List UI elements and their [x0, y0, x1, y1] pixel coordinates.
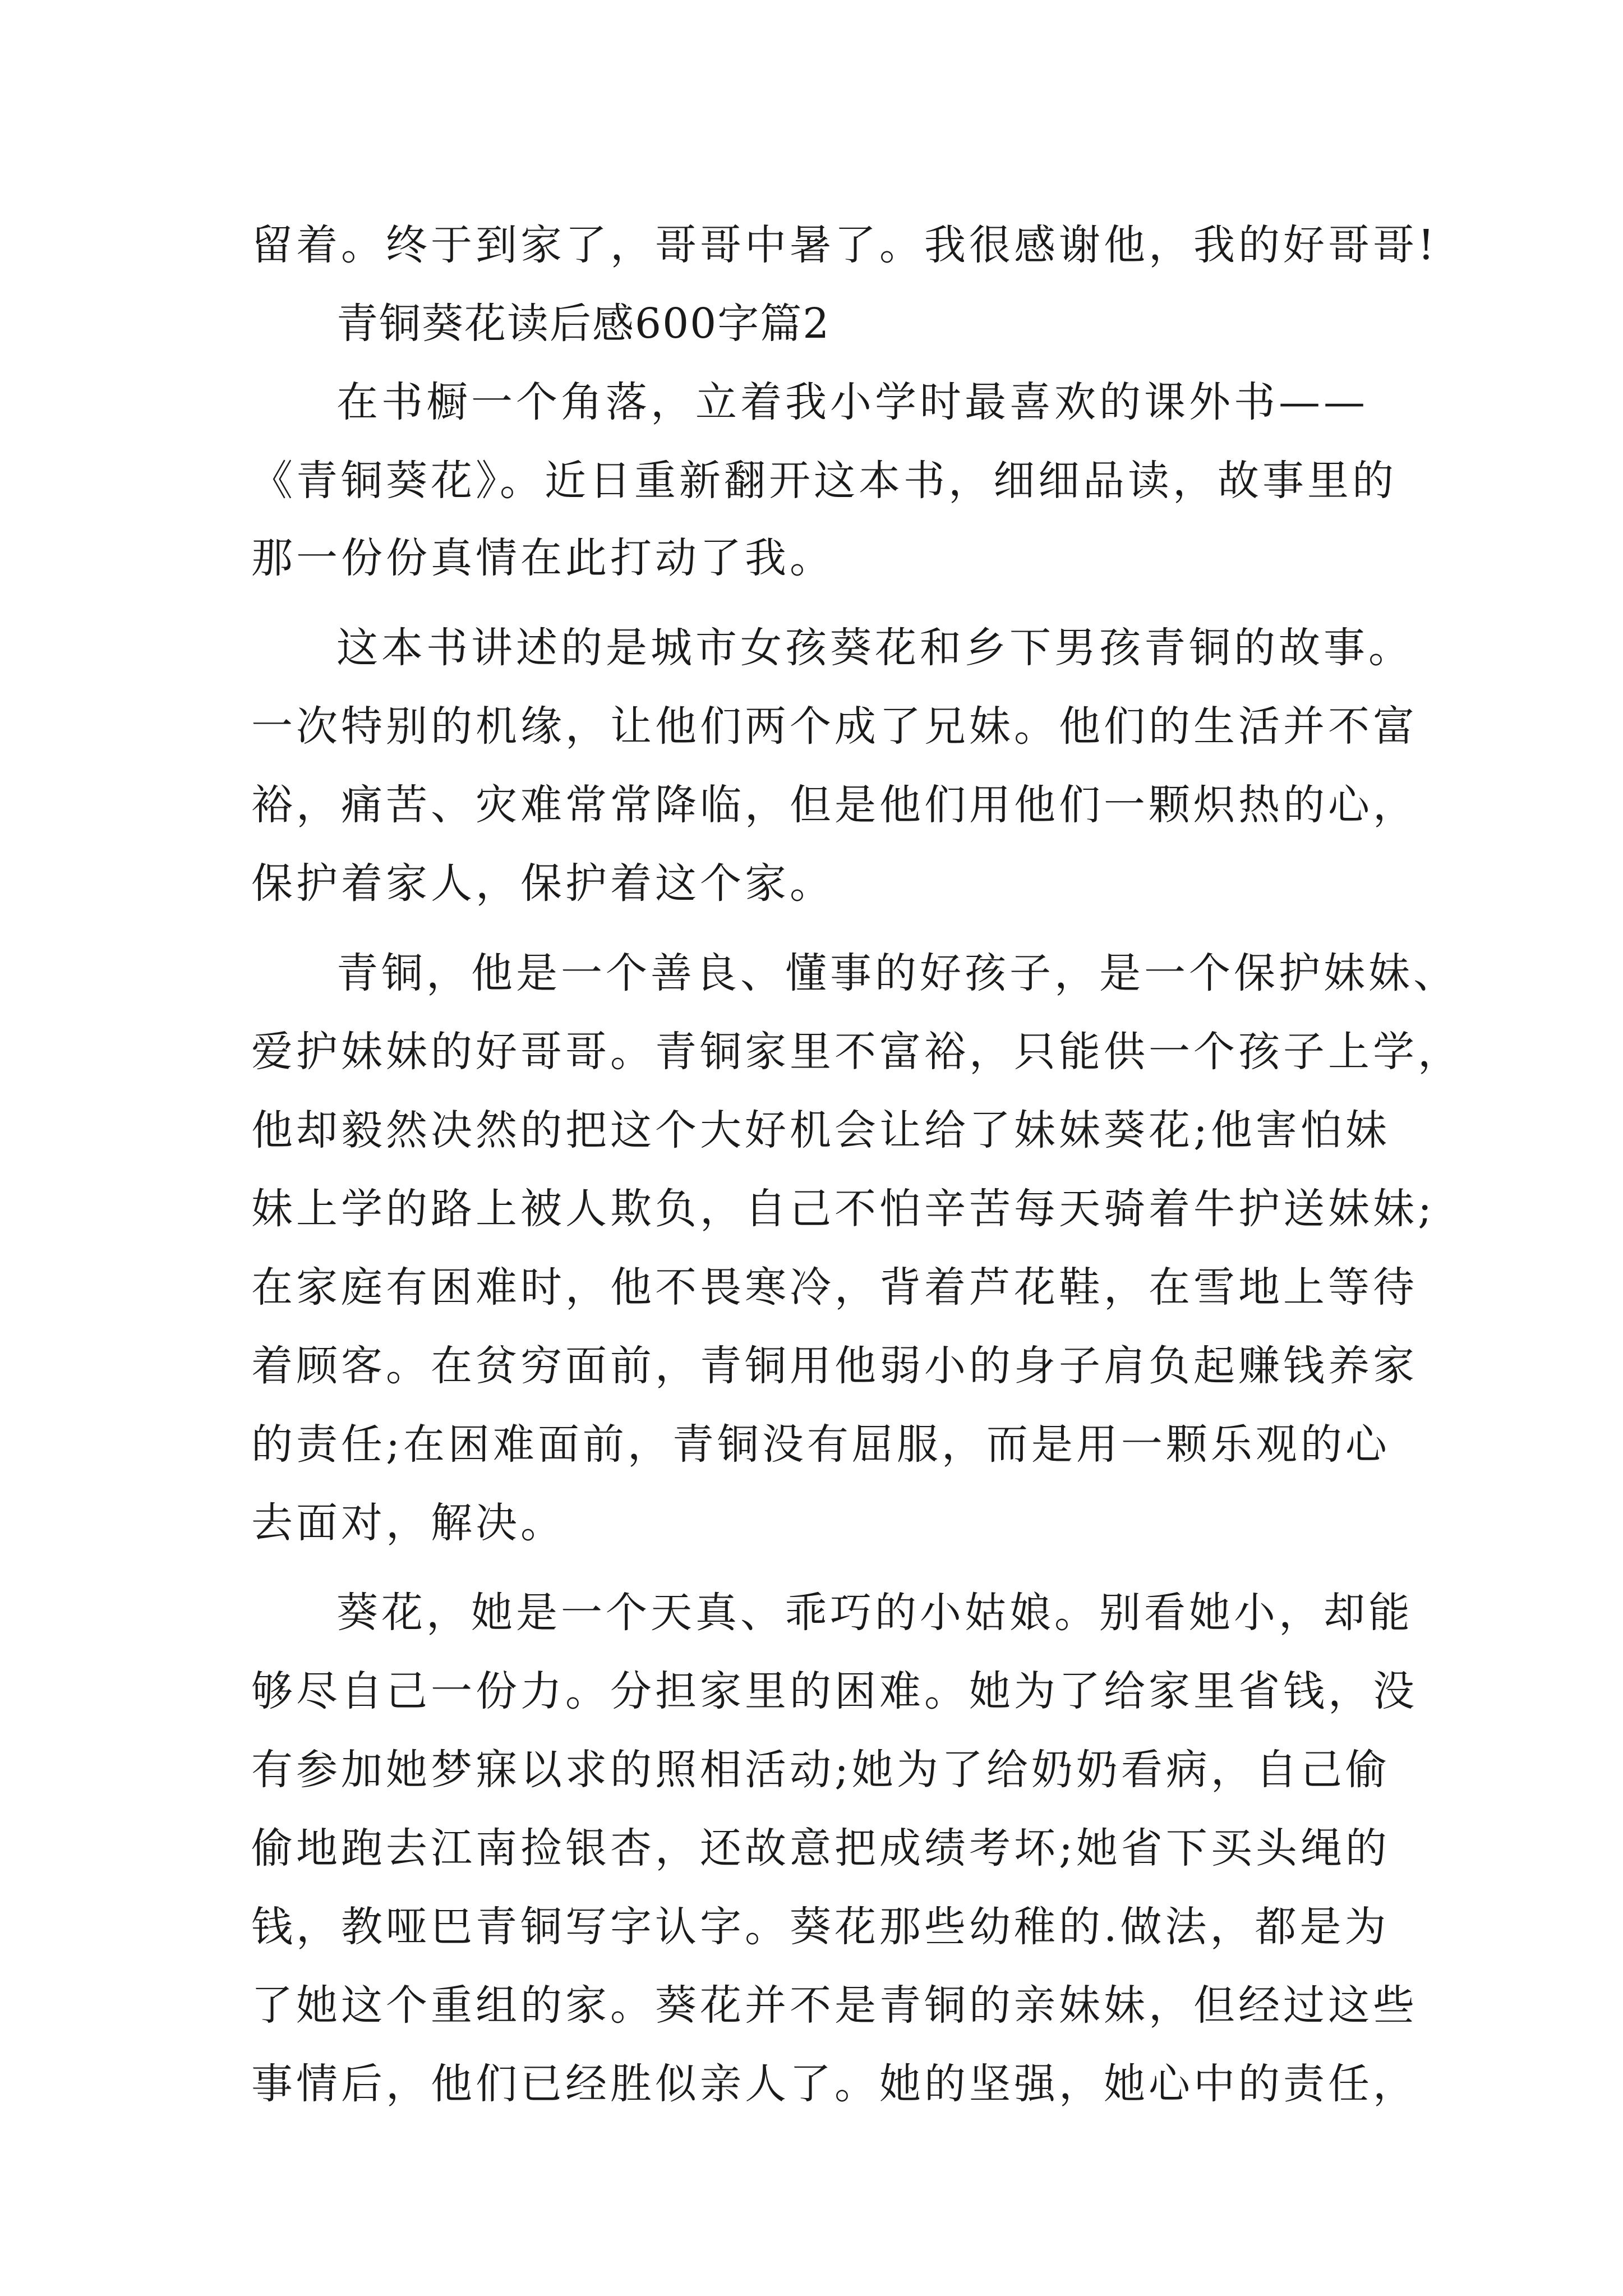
paragraph-4-line-3: 有参加她梦寐以求的照相活动;她为了给奶奶看病，自己偷: [251, 1746, 1390, 1794]
paragraph-4-line-2: 够尽自己一份力。分担家里的困难。她为了给家里省钱，没: [251, 1667, 1418, 1715]
paragraph-4-line-5: 钱，教哑巴青铜写字认字。葵花那些幼稚的.做法，都是为: [251, 1903, 1390, 1951]
continuation-line: 留着。终于到家了，哥哥中暑了。我很感谢他，我的好哥哥!: [251, 221, 1438, 269]
paragraph-1-line-3: 那一份份真情在此打动了我。: [251, 534, 834, 582]
paragraph-3-line-4: 妹上学的路上被人欺负，自己不怕辛苦每天骑着牛护送妹妹;: [251, 1185, 1435, 1233]
paragraph-2-line-1: 这本书讲述的是城市女孩葵花和乡下男孩青铜的故事。: [336, 624, 1413, 672]
paragraph-2-line-4: 保护着家人，保护着这个家。: [251, 859, 834, 908]
paragraph-4-line-7: 事情后，他们已经胜似亲人了。她的坚强，她心中的责任，: [251, 2060, 1418, 2108]
paragraph-3-line-3: 他却毅然决然的把这个大好机会让给了妹妹葵花;他害怕妹: [251, 1106, 1390, 1154]
paragraph-1-line-2: 《青铜葵花》。近日重新翻开这本书，细细品读，故事里的: [251, 457, 1397, 505]
paragraph-2-line-2: 一次特别的机缘，让他们两个成了兄妹。他们的生活并不富: [251, 702, 1418, 751]
paragraph-1-line-1: 在书橱一个角落，立着我小学时最喜欢的课外书——: [336, 378, 1368, 426]
paragraph-4-line-6: 了她这个重组的家。葵花并不是青铜的亲妹妹，但经过这些: [251, 1981, 1418, 2030]
paragraph-3-line-1: 青铜，他是一个善良、懂事的好孩子，是一个保护妹妹、: [336, 949, 1458, 997]
paragraph-2-line-3: 裕，痛苦、灾难常常降临，但是他们用他们一颗炽热的心，: [251, 781, 1418, 829]
paragraph-4-line-1: 葵花，她是一个天真、乖巧的小姑娘。别看她小，却能: [336, 1589, 1413, 1637]
paragraph-3-line-5: 在家庭有困难时，他不畏寒冷，背着芦花鞋，在雪地上等待: [251, 1263, 1418, 1312]
paragraph-3-line-2: 爱护妹妹的好哥哥。青铜家里不富裕，只能供一个孩子上学，: [251, 1028, 1463, 1076]
paragraph-3-line-6: 着顾客。在贫穷面前，青铜用他弱小的身子肩负起赚钱养家: [251, 1342, 1418, 1390]
paragraph-4-line-4: 偷地跑去江南捡银杏，还故意把成绩考坏;她省下买头绳的: [251, 1824, 1390, 1872]
paragraph-3-line-7: 的责任;在困难面前，青铜没有屈服，而是用一颗乐观的心: [251, 1420, 1390, 1469]
section-title: 青铜葵花读后感600字篇2: [336, 300, 831, 348]
paragraph-3-line-8: 去面对，解决。: [251, 1499, 565, 1547]
